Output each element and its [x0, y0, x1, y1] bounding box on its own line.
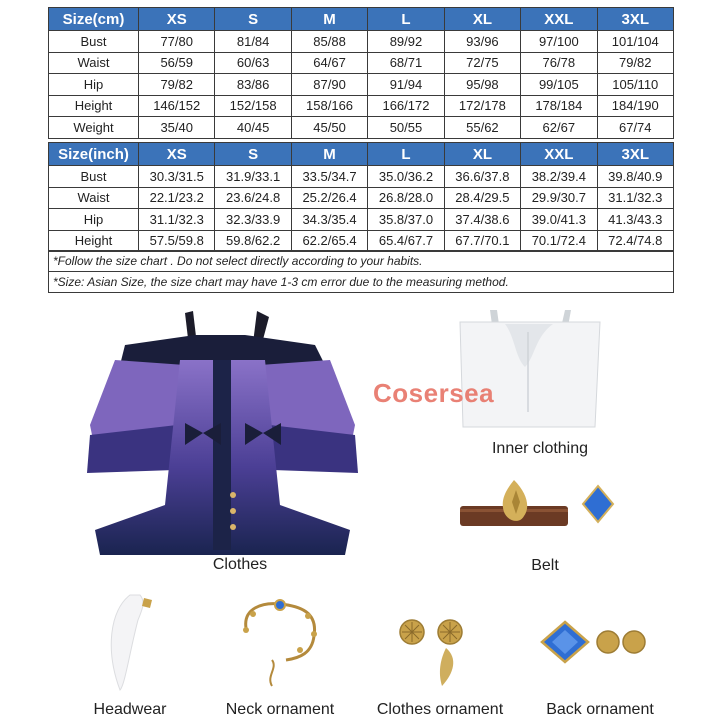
measurement-value: 105/110 — [597, 74, 673, 96]
measurement-value: 39.0/41.3 — [521, 209, 597, 231]
measurement-value: 81/84 — [215, 31, 291, 53]
size-note-follow-chart: *Follow the size chart . Do not select directly according to your habits. — [48, 250, 674, 272]
cm-size-header: XS — [139, 8, 215, 31]
table-row — [49, 117, 674, 139]
measurement-value: 62.2/65.4 — [291, 230, 367, 252]
brand-watermark: Cosersea — [373, 378, 495, 408]
cm-size-header: L — [368, 8, 444, 31]
measurement-label: Hip — [49, 74, 139, 96]
caption-belt: Belt — [531, 557, 559, 574]
inch-unit-header: Size(inch) — [49, 143, 139, 166]
measurement-value: 79/82 — [597, 52, 673, 74]
inch-size-header: S — [215, 143, 291, 166]
headwear-image — [100, 590, 170, 700]
measurement-value: 184/190 — [597, 95, 673, 117]
size-table-cm — [48, 7, 674, 139]
measurement-value: 72.4/74.8 — [597, 230, 673, 252]
measurement-value: 40/45 — [215, 117, 291, 139]
measurement-value: 23.6/24.8 — [215, 187, 291, 209]
measurement-value: 41.3/43.3 — [597, 209, 673, 231]
size-table-inch — [48, 142, 674, 252]
clothes-image — [85, 305, 360, 560]
measurement-value: 79/82 — [139, 74, 215, 96]
measurement-value: 38.2/39.4 — [521, 166, 597, 188]
caption-back-ornament: Back ornament — [546, 701, 654, 718]
inch-size-header: L — [368, 143, 444, 166]
measurement-value: 57.5/59.8 — [139, 230, 215, 252]
table-row — [49, 74, 674, 96]
size-table-inch-header — [49, 143, 674, 166]
measurement-value: 77/80 — [139, 31, 215, 53]
measurement-value: 95/98 — [444, 74, 520, 96]
belt-image — [458, 472, 623, 542]
measurement-value: 99/105 — [521, 74, 597, 96]
measurement-value: 56/59 — [139, 52, 215, 74]
measurement-value: 76/78 — [521, 52, 597, 74]
measurement-label: Height — [49, 230, 139, 252]
table-row — [49, 31, 674, 53]
measurement-value: 67.7/70.1 — [444, 230, 520, 252]
measurement-value: 30.3/31.5 — [139, 166, 215, 188]
size-note-asian-size: *Size: Asian Size, the size chart may have 1-3 cm error due to the measuring method. — [48, 271, 674, 293]
measurement-value: 172/178 — [444, 95, 520, 117]
measurement-value: 35.0/36.2 — [368, 166, 444, 188]
measurement-value: 65.4/67.7 — [368, 230, 444, 252]
measurement-value: 85/88 — [291, 31, 367, 53]
measurement-value: 37.4/38.6 — [444, 209, 520, 231]
measurement-value: 34.3/35.4 — [291, 209, 367, 231]
cm-size-header: XL — [444, 8, 520, 31]
measurement-label: Bust — [49, 166, 139, 188]
measurement-value: 152/158 — [215, 95, 291, 117]
measurement-value: 32.3/33.9 — [215, 209, 291, 231]
measurement-value: 67/74 — [597, 117, 673, 139]
cm-size-header: M — [291, 8, 367, 31]
measurement-value: 25.2/26.4 — [291, 187, 367, 209]
measurement-label: Height — [49, 95, 139, 117]
inch-size-header: M — [291, 143, 367, 166]
measurement-value: 83/86 — [215, 74, 291, 96]
measurement-value: 89/92 — [368, 31, 444, 53]
table-row — [49, 209, 674, 231]
neck-ornament-image — [238, 598, 323, 690]
table-row — [49, 230, 674, 252]
inch-size-header: XL — [444, 143, 520, 166]
measurement-value: 178/184 — [521, 95, 597, 117]
caption-inner-clothing: Inner clothing — [491, 440, 589, 457]
inner-clothing-image — [455, 302, 605, 432]
measurement-value: 26.8/28.0 — [368, 187, 444, 209]
measurement-value: 146/152 — [139, 95, 215, 117]
measurement-label: Weight — [49, 117, 139, 139]
measurement-label: Waist — [49, 52, 139, 74]
inch-size-header: 3XL — [597, 143, 673, 166]
measurement-label: Waist — [49, 187, 139, 209]
measurement-value: 29.9/30.7 — [521, 187, 597, 209]
measurement-value: 36.6/37.8 — [444, 166, 520, 188]
cm-size-header: XXL — [521, 8, 597, 31]
table-row — [49, 166, 674, 188]
table-row — [49, 187, 674, 209]
measurement-value: 64/67 — [291, 52, 367, 74]
caption-neck-ornament: Neck ornament — [225, 701, 335, 718]
measurement-value: 55/62 — [444, 117, 520, 139]
table-row — [49, 52, 674, 74]
size-table-cm-header — [49, 8, 674, 31]
measurement-value: 158/166 — [291, 95, 367, 117]
measurement-value: 33.5/34.7 — [291, 166, 367, 188]
measurement-value: 31.1/32.3 — [597, 187, 673, 209]
caption-headwear: Headwear — [93, 701, 167, 718]
measurement-value: 39.8/40.9 — [597, 166, 673, 188]
caption-clothes-ornament: Clothes ornament — [376, 701, 504, 718]
back-ornament-image — [540, 620, 650, 665]
measurement-label: Hip — [49, 209, 139, 231]
measurement-value: 59.8/62.2 — [215, 230, 291, 252]
clothes-ornament-image — [398, 618, 473, 690]
measurement-value: 68/71 — [368, 52, 444, 74]
measurement-value: 35.8/37.0 — [368, 209, 444, 231]
measurement-value: 31.9/33.1 — [215, 166, 291, 188]
cm-size-header: 3XL — [597, 8, 673, 31]
measurement-label: Bust — [49, 31, 139, 53]
cm-unit-header: Size(cm) — [49, 8, 139, 31]
measurement-value: 62/67 — [521, 117, 597, 139]
table-row — [49, 95, 674, 117]
measurement-value: 166/172 — [368, 95, 444, 117]
measurement-value: 93/96 — [444, 31, 520, 53]
measurement-value: 91/94 — [368, 74, 444, 96]
measurement-value: 50/55 — [368, 117, 444, 139]
inch-size-header: XXL — [521, 143, 597, 166]
measurement-value: 31.1/32.3 — [139, 209, 215, 231]
measurement-value: 101/104 — [597, 31, 673, 53]
measurement-value: 87/90 — [291, 74, 367, 96]
measurement-value: 97/100 — [521, 31, 597, 53]
measurement-value: 22.1/23.2 — [139, 187, 215, 209]
measurement-value: 60/63 — [215, 52, 291, 74]
inch-size-header: XS — [139, 143, 215, 166]
measurement-value: 72/75 — [444, 52, 520, 74]
measurement-value: 70.1/72.4 — [521, 230, 597, 252]
measurement-value: 28.4/29.5 — [444, 187, 520, 209]
caption-clothes: Clothes — [212, 556, 268, 573]
cm-size-header: S — [215, 8, 291, 31]
measurement-value: 35/40 — [139, 117, 215, 139]
measurement-value: 45/50 — [291, 117, 367, 139]
